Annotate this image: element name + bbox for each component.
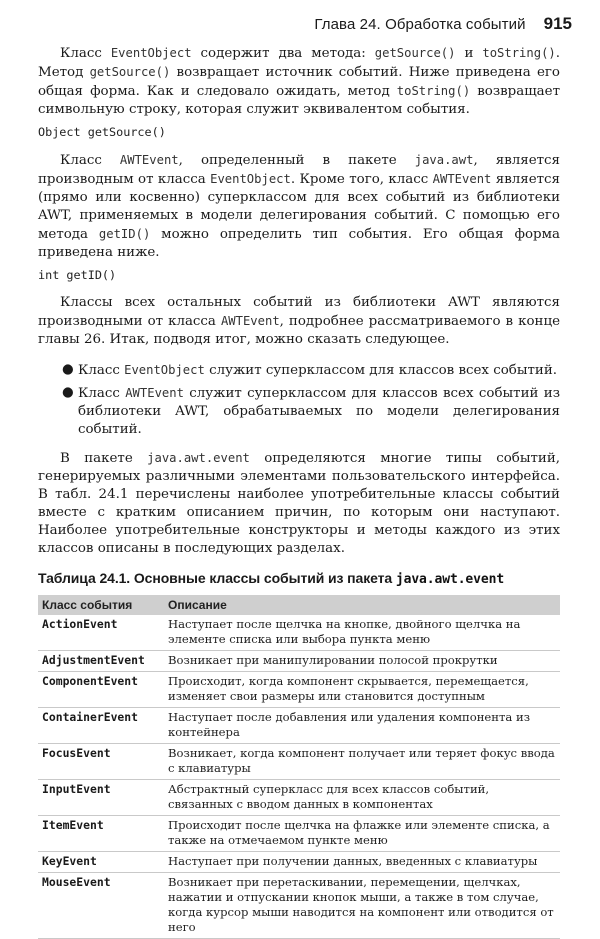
- paragraph-summary: [38, 294, 560, 349]
- table-row: [38, 780, 560, 816]
- text-run: , определенный в пакете: [178, 153, 415, 168]
- event-class-name: InputEvent: [42, 782, 111, 796]
- code-inline: AWTEvent: [432, 172, 492, 186]
- event-class-name: AdjustmentEvent: [42, 653, 145, 667]
- table-row: [38, 873, 560, 939]
- text-run: Классы всех остальных событий из библиотеки AWT являются производными от класса: [38, 295, 560, 329]
- table-row: [38, 852, 560, 873]
- bullet-icon: ●: [62, 362, 74, 377]
- code-line-getid: int getID(): [38, 268, 117, 282]
- code-inline: java.awt: [414, 153, 474, 167]
- event-description: Происходит после щелчка на флажке или элементе списка, а также на отмечаемом пункте меню: [168, 818, 550, 847]
- table-row: [38, 615, 560, 651]
- code-inline: AWTEvent: [119, 153, 179, 167]
- table-row: [38, 708, 560, 744]
- paragraph-awtevent: [38, 151, 560, 262]
- table-row: [38, 744, 560, 780]
- code-inline: EventObject: [210, 172, 291, 186]
- text-run: содержит два метода:: [191, 46, 375, 61]
- column-header-description: Описание: [164, 595, 560, 615]
- page-number: 915: [543, 14, 572, 33]
- code-inline: EventObject: [124, 363, 205, 377]
- code-inline: EventObject: [110, 46, 192, 60]
- text-run: , является производным от класса: [38, 153, 560, 187]
- event-class-name: MouseEvent: [42, 875, 111, 889]
- event-description: Происходит, когда компонент скрывается, перемещается, изменяет свои размеры или становится доступным: [168, 674, 529, 703]
- text-run: служит суперклассом для классов всех событий из библиотеки AWT, обрабатываемых по модели делегирования событий.: [78, 386, 561, 437]
- text-run: Класс: [60, 46, 111, 61]
- event-description: Наступает при получении данных, введенных с клавиатуры: [168, 854, 538, 868]
- text-run: определяются многие типы событий, генерируемых различными элементами пользовательского интерфейса. В табл. 24.1 перечислены наиболее употребительные классы событий вместе с кратким описанием причин, по которым они наступают. Наиболее употребительные конструкторы и методы каждого из этих классов описаны в последующих разделах.: [38, 451, 560, 556]
- paragraph-event-package: [38, 449, 560, 558]
- code-line-getsource: Object getSource(): [38, 125, 166, 139]
- paragraph-eventobject: [38, 44, 560, 119]
- code-inline: java.awt.event: [147, 451, 250, 465]
- text-run: является (прямо или косвенно) суперклассом для всех событий из библиотеки AWT, применяемых в модели делегирования событий. С помощью его метода: [38, 172, 560, 242]
- text-run: и: [455, 46, 483, 61]
- column-header-class: Класс события: [38, 595, 164, 615]
- table-row: [38, 651, 560, 672]
- event-class-name: ActionEvent: [42, 617, 118, 631]
- event-class-name: FocusEvent: [42, 746, 111, 760]
- event-description: Возникает при манипулировании полосой прокрутки: [168, 653, 498, 667]
- text-run: . Кроме того, класс: [290, 172, 433, 187]
- list-item: [38, 361, 560, 380]
- event-class-name: KeyEvent: [42, 854, 97, 868]
- event-class-name: ComponentEvent: [42, 674, 139, 688]
- event-class-name: ContainerEvent: [42, 710, 139, 724]
- code-inline: getID(): [98, 227, 151, 241]
- text-run: служит суперклассом для классов всех событий.: [204, 363, 558, 378]
- list-item: [38, 384, 560, 439]
- caption-text: Таблица 24.1. Основные классы событий из пакета: [38, 570, 396, 586]
- text-run: , подробнее рассматриваемого в конце главы 26. Итак, подводя итог, можно сказать следующее.: [38, 314, 561, 347]
- text-run: Класс: [78, 386, 126, 401]
- event-description: Абстрактный суперкласс для всех классов событий, связанных с вводом данных в компонентах: [168, 782, 490, 811]
- event-class-name: ItemEvent: [42, 818, 104, 832]
- code-inline: toString(): [482, 46, 556, 60]
- bullet-list: [38, 361, 560, 439]
- event-description: Наступает после щелчка на кнопке, двойного щелчка на элементе списка или выбора пункта меню: [168, 617, 521, 646]
- text-run: можно определить тип события. Его общая форма приведена ниже.: [38, 227, 560, 260]
- code-inline: getSource(): [374, 46, 456, 60]
- code-inline: getSource(): [89, 65, 171, 79]
- event-description: Наступает после добавления или удаления компонента из контейнера: [168, 710, 531, 739]
- code-inline: AWTEvent: [220, 314, 280, 328]
- page-body: [38, 44, 560, 939]
- text-run: Класс: [60, 153, 120, 168]
- event-classes-table: [38, 595, 560, 939]
- bullet-icon: ●: [62, 385, 74, 400]
- text-run: возвращает источник событий. Ниже приведена его общая форма. Как и следовало ожидать, метод: [38, 65, 560, 99]
- text-run: возвращает символьную строку, которая служит эквивалентом события.: [38, 84, 560, 117]
- text-run: . Метод: [38, 46, 561, 80]
- text-run: Класс: [78, 363, 125, 378]
- table-row: [38, 672, 560, 708]
- event-description: Возникает при перетаскивании, перемещении, щелчках, нажатии и отпускании кнопок мыши, а также в том случае, когда курсор мыши наводится на компонент или отводится от него: [168, 875, 554, 934]
- event-description: Возникает, когда компонент получает или теряет фокус ввода с клавиатуры: [168, 746, 555, 775]
- code-inline: AWTEvent: [125, 386, 184, 400]
- running-header: [24, 14, 572, 36]
- table-header-row: [38, 595, 560, 615]
- code-inline: toString(): [396, 84, 471, 98]
- caption-code: java.awt.event: [395, 572, 505, 587]
- table-caption: [38, 570, 560, 587]
- chapter-title: Глава 24. Обработка событий: [314, 16, 526, 33]
- table-row: [38, 816, 560, 852]
- text-run: В пакете: [60, 451, 148, 466]
